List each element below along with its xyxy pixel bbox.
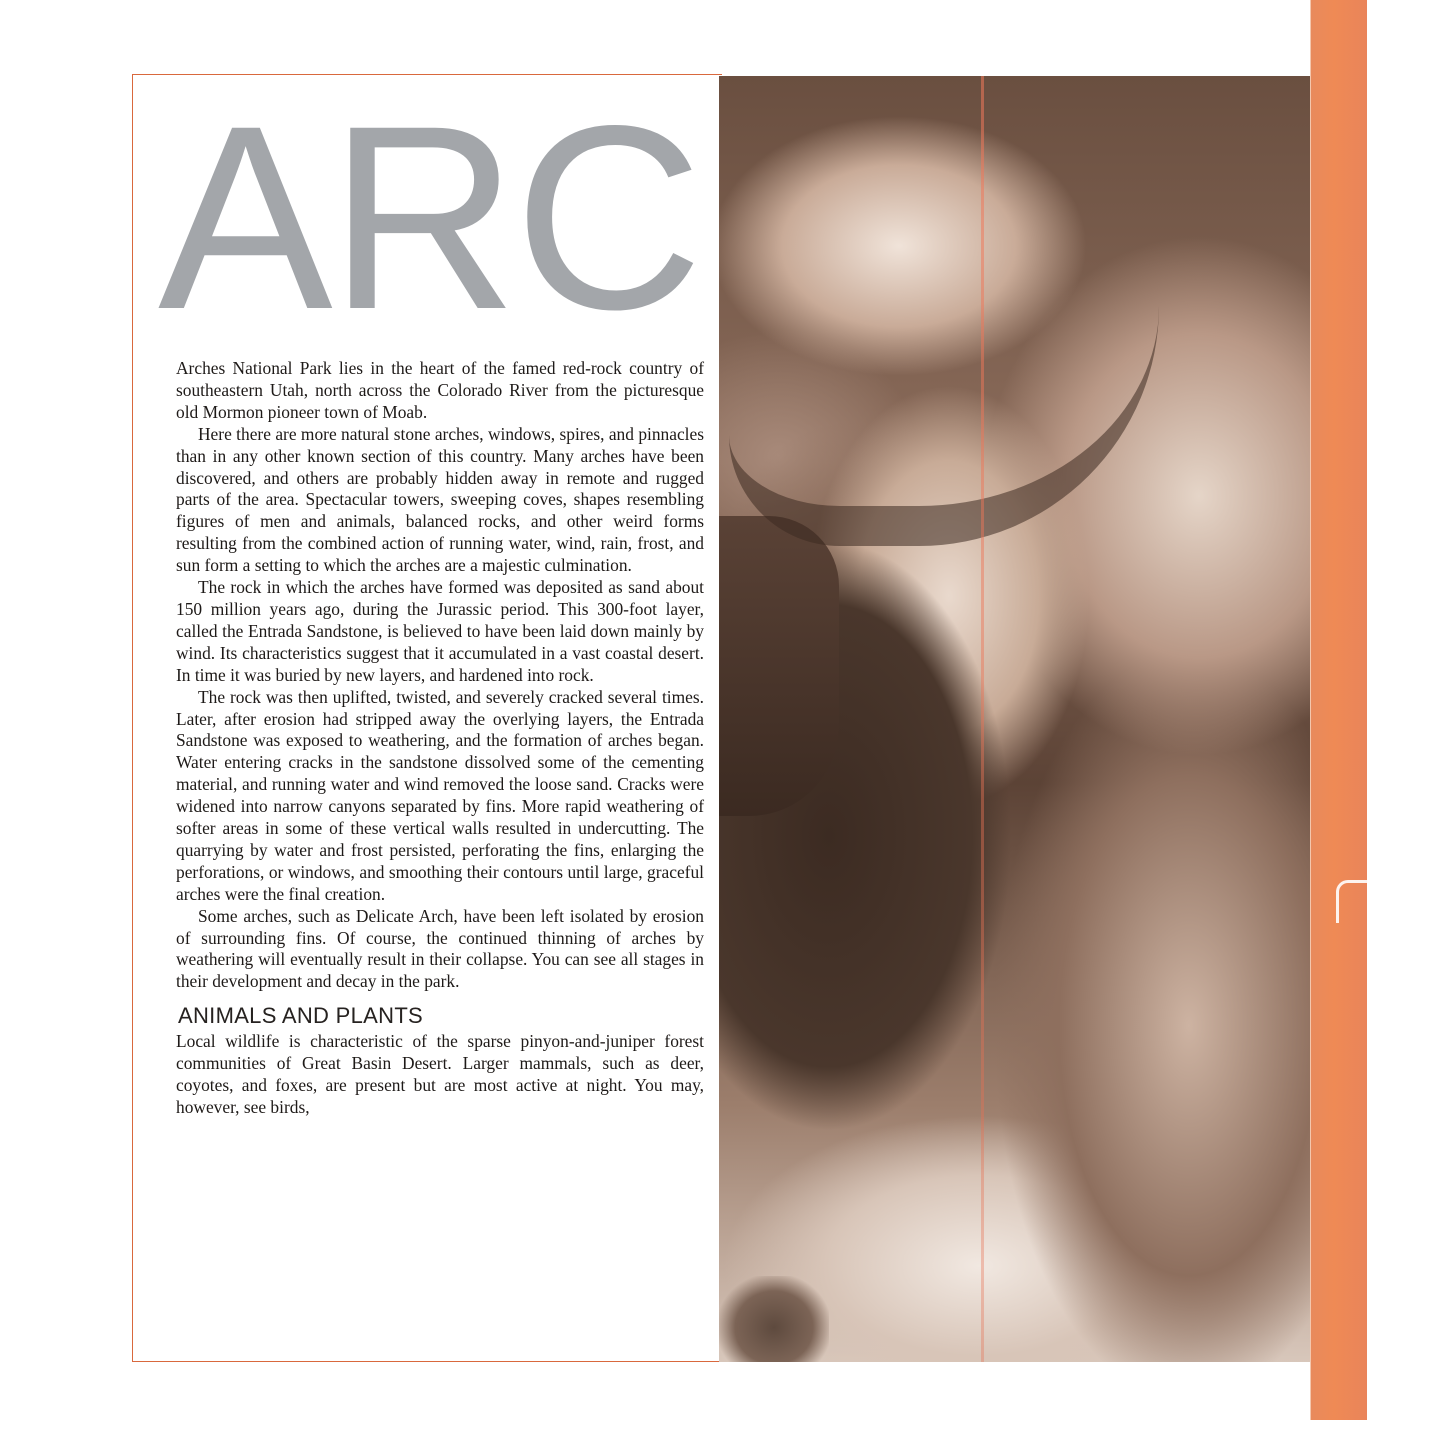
page-margin xyxy=(1367,0,1445,1445)
paragraph-intro: Arches National Park lies in the heart of the famed red-rock country of southeastern Utah, north across the Colorado River from the picturesque old Mormon pioneer town of Moab. xyxy=(176,358,704,422)
paragraph-arches: Here there are more natural stone arches, windows, spires, and pinnacles than in any other known section of this country. Many arches have been discovered, and others are probably hidden away in remote and rugged parts of the area. Spectacular towers, sweeping coves, shapes resembling figures of men and animals, balanced rocks, and other weird forms resulting from the combined action of running water, wind, rain, frost, and sun form a setting to which the arches are a majestic culmination. xyxy=(176,423,704,576)
paragraph-wildlife: Local wildlife is characteristic of the sparse pinyon-and-juniper forest communities of Great Basin Desert. Larger mammals, such as deer, coyotes, and foxes, are present but are most active at night. You may, however, see birds, xyxy=(176,1031,704,1117)
paragraph-erosion: The rock was then uplifted, twisted, and severely cracked several times. Later, after erosion had stripped away the overlying layers, the Entrada Sandstone was exposed to weathering, and the formation of arches began. Water entering cracks in the sandstone dissolved some of the cementing material, and running water and wind removed the loose sand. Cracks were widened into narrow canyons separated by fins. More rapid weathering of softer areas in some of these vertical walls resulted in undercutting. The quarrying by water and frost persisted, perforating the fins, enlarging the perforations, or windows, and smoothing their contours until large, graceful arches were the final creation. xyxy=(176,686,704,904)
page-title: ARC xyxy=(158,88,700,348)
orange-flap xyxy=(1310,0,1368,1420)
arch-photograph xyxy=(719,76,1310,1362)
paragraph-delicate-arch: Some arches, such as Delicate Arch, have been left isolated by erosion of surrounding fins. Of course, the continued thinning of arches by weathering will eventually result in their collapse. You can see all stages in their development and decay in the park. xyxy=(176,905,704,992)
photo-shrub xyxy=(719,1276,829,1362)
section-heading: ANIMALS AND PLANTS xyxy=(178,1003,424,1029)
photo-sky-area xyxy=(719,516,839,816)
photo-fold-crease xyxy=(981,76,984,1362)
article-body xyxy=(176,358,704,1119)
photo-arch-span xyxy=(729,306,1159,546)
paragraph-rock-deposit: The rock in which the arches have formed was deposited as sand about 150 million years ago, during the Jurassic period. This 300-foot layer, called the Entrada Sandstone, is believed to have been laid down mainly by wind. Its characteristics suggest that it accumulated in a vast coastal desert. In time it was buried by new layers, and hardened into rock. xyxy=(176,577,704,685)
flap-map-shape xyxy=(1336,880,1367,923)
text-page xyxy=(0,0,722,1445)
